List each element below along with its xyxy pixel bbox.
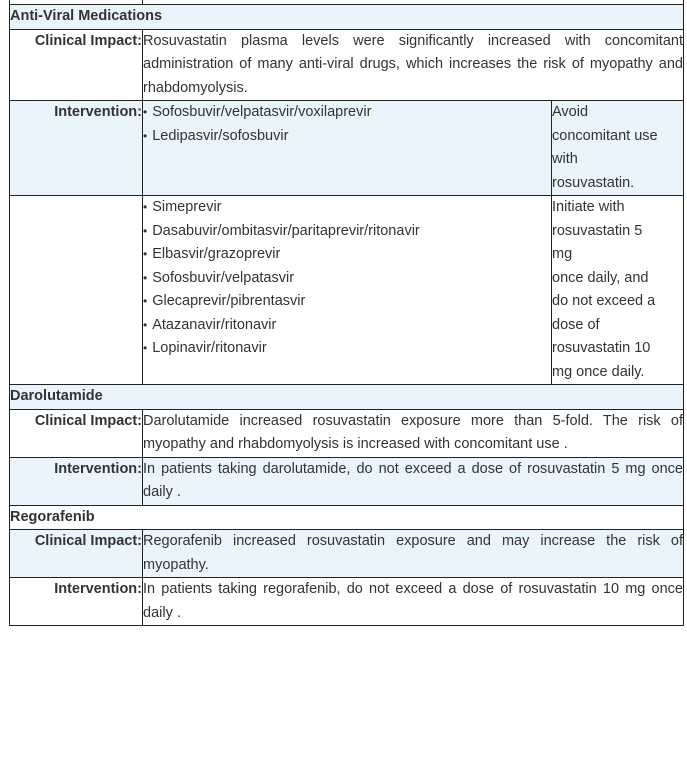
section-header-regorafenib xyxy=(10,505,684,530)
clinical-impact-label: Clinical Impact: xyxy=(10,530,143,578)
intervention-row-antiviral-2 xyxy=(10,196,684,385)
section-title: Darolutamide xyxy=(10,385,684,410)
drug-list xyxy=(143,196,552,385)
list-item: • Sofosbuvir/velpatasvir/voxilaprevir xyxy=(143,101,551,125)
list-item: • Sofosbuvir/velpatasvir xyxy=(143,267,551,291)
intervention-text: In patients taking darolutamide, do not exceed a dose of rosuvastatin 5 mg once daily . xyxy=(143,457,684,505)
intervention-label: Intervention: xyxy=(10,101,143,196)
section-title: Anti-Viral Medications xyxy=(10,5,684,30)
intervention-label: Intervention: xyxy=(10,457,143,505)
recommendation-text: Initiate with rosuvastatin 5 mg once daily, and do not exceed a dose of rosuvastatin 10 mg once daily. xyxy=(552,196,684,385)
list-item: • Glecaprevir/pibrentasvir xyxy=(143,290,551,314)
section-header-antiviral xyxy=(10,5,684,30)
list-item: • Ledipasvir/sofosbuvir xyxy=(143,125,551,149)
list-item: • Atazanavir/ritonavir xyxy=(143,314,551,338)
drug-list xyxy=(143,101,552,196)
clinical-impact-label: Clinical Impact: xyxy=(10,29,143,101)
intervention-row-darolutamide xyxy=(10,457,684,505)
intervention-text: In patients taking regorafenib, do not exceed a dose of rosuvastatin 10 mg once daily . xyxy=(143,578,684,626)
intervention-row-antiviral-1 xyxy=(10,101,684,196)
section-header-darolutamide xyxy=(10,385,684,410)
section-title: Regorafenib xyxy=(10,505,684,530)
clinical-impact-row-darolutamide xyxy=(10,409,684,457)
list-item: • Simeprevir xyxy=(143,196,551,220)
empty-label-cell xyxy=(10,196,143,385)
drug-interactions-table xyxy=(9,0,684,626)
list-item: • Lopinavir/ritonavir xyxy=(143,337,551,361)
recommendation-text: Avoid concomitant use with rosuvastatin. xyxy=(552,101,684,196)
clinical-impact-row-regorafenib xyxy=(10,530,684,578)
intervention-label: Intervention: xyxy=(10,578,143,626)
list-item: • Elbasvir/grazoprevir xyxy=(143,243,551,267)
list-item: • Dasabuvir/ombitasvir/paritaprevir/ritonavir xyxy=(143,220,551,244)
clinical-impact-text: Rosuvastatin plasma levels were significantly increased with concomitant administration of many anti-viral drugs, which increases the risk of myopathy and rhabdomyolysis. xyxy=(143,29,684,101)
clinical-impact-text: Regorafenib increased rosuvastatin exposure and may increase the risk of myopathy. xyxy=(143,530,684,578)
clinical-impact-row-antiviral xyxy=(10,29,684,101)
clinical-impact-text: Darolutamide increased rosuvastatin exposure more than 5-fold. The risk of myopathy and rhabdomyolysis is increased with concomitant use . xyxy=(143,409,684,457)
intervention-row-regorafenib xyxy=(10,578,684,626)
clinical-impact-label: Clinical Impact: xyxy=(10,409,143,457)
